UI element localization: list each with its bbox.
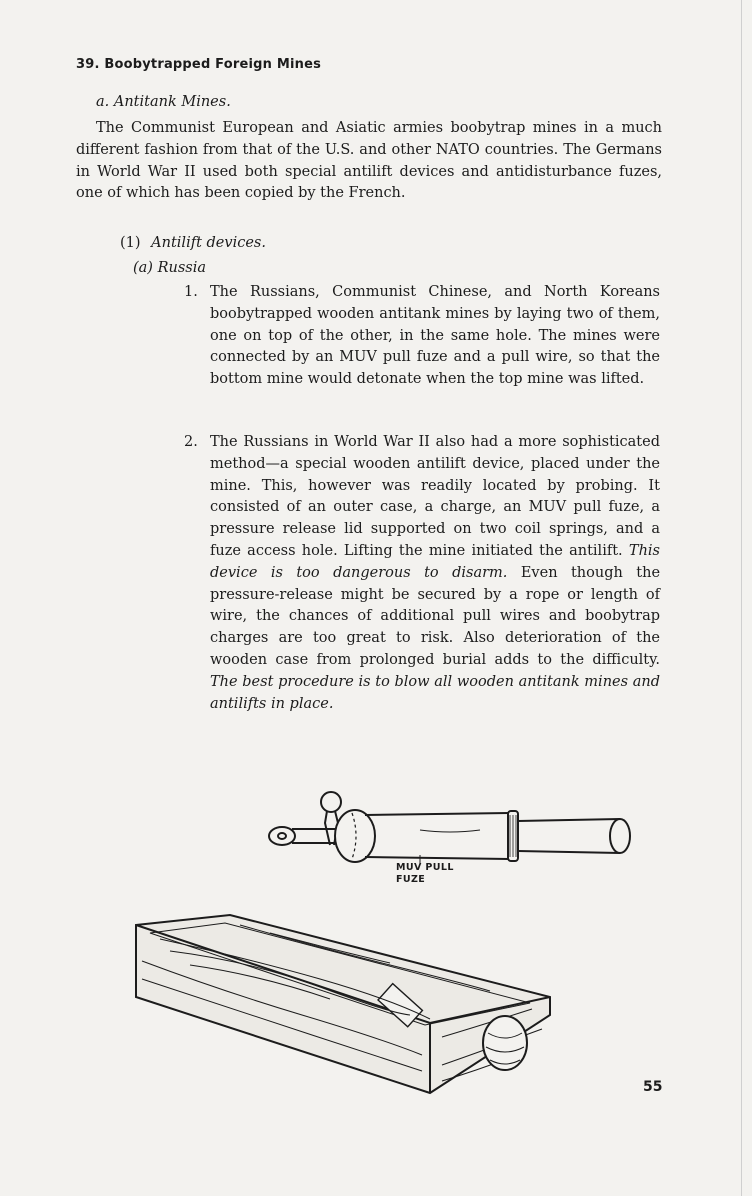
fuze-label: MUV PULL FUZE bbox=[396, 862, 454, 885]
fuze-tail bbox=[269, 827, 295, 845]
heading-antilift bbox=[120, 235, 266, 251]
list-item-emphasis-b: The best procedure is to blow all wooden antitank mines and antilifts in place. bbox=[210, 673, 660, 712]
fuze-access-plug bbox=[483, 1016, 527, 1070]
page-number: 55 bbox=[643, 1079, 663, 1095]
list-item bbox=[184, 282, 660, 391]
section-title bbox=[76, 57, 321, 72]
intro-paragraph: The Communist European and Asiatic armies boobytrap mines in a much different fashion from that of the U.S. and other NATO countries. The Germans in World War II used both special antilift devices and antidisturbance fuzes, one of which has been copied by the French. bbox=[76, 120, 662, 202]
heading-russia-title: Russia bbox=[157, 260, 206, 276]
list-item-text-a: The Russians in World War II also had a more sophisticated method—a special wooden antilift device, placed under the mine. This, however was readily located by probing. It consisted of an outer case, a charge, an MUV pull fuze, a pressure release lid supported on two coil springs, and a fuze access hole. Lifting the mine initiated the antilift. bbox=[210, 434, 660, 559]
list-item-text bbox=[210, 432, 660, 715]
heading-antilift-title: Antilift devices. bbox=[151, 235, 266, 251]
antilift-device-illustration bbox=[120, 775, 680, 1105]
list-item-number: 1. bbox=[184, 284, 198, 300]
muv-pull-fuze-drawing bbox=[269, 792, 630, 863]
section-number: 39. bbox=[76, 57, 100, 72]
subsection-label: a. bbox=[96, 94, 110, 110]
list-item-number: 2. bbox=[184, 434, 198, 450]
pull-ring-icon bbox=[321, 792, 341, 812]
subsection-title: Antitank Mines. bbox=[113, 94, 231, 110]
list-item-text: The Russians, Communist Chinese, and North Koreans boobytrapped wooden antitank mines by laying two of them, one on top of the other, in the same hole. The mines were connected by an MUV pull fuze and a pull wire, so that the bottom mine would detonate when the top mine was lifted. bbox=[210, 284, 660, 388]
heading-russia bbox=[133, 260, 206, 276]
wooden-case-drawing bbox=[136, 915, 550, 1093]
heading-antilift-label: (1) bbox=[120, 235, 141, 251]
page-edge bbox=[741, 0, 742, 1196]
list-item-text-b: Even though the pressure-release might be secured by a rope or length of wire, the chances of additional pull wires and boobytrap charges are too great to risk. Also deterioration of the wooden case from prolonged burial adds to the difficulty. bbox=[210, 564, 661, 668]
subsection-heading bbox=[96, 94, 231, 110]
heading-russia-label: (a) bbox=[133, 260, 153, 276]
list-item bbox=[184, 432, 660, 715]
section-title-text: Boobytrapped Foreign Mines bbox=[104, 57, 322, 72]
list-item-emphasis-a: This device is too dangerous to disarm. bbox=[210, 542, 660, 581]
